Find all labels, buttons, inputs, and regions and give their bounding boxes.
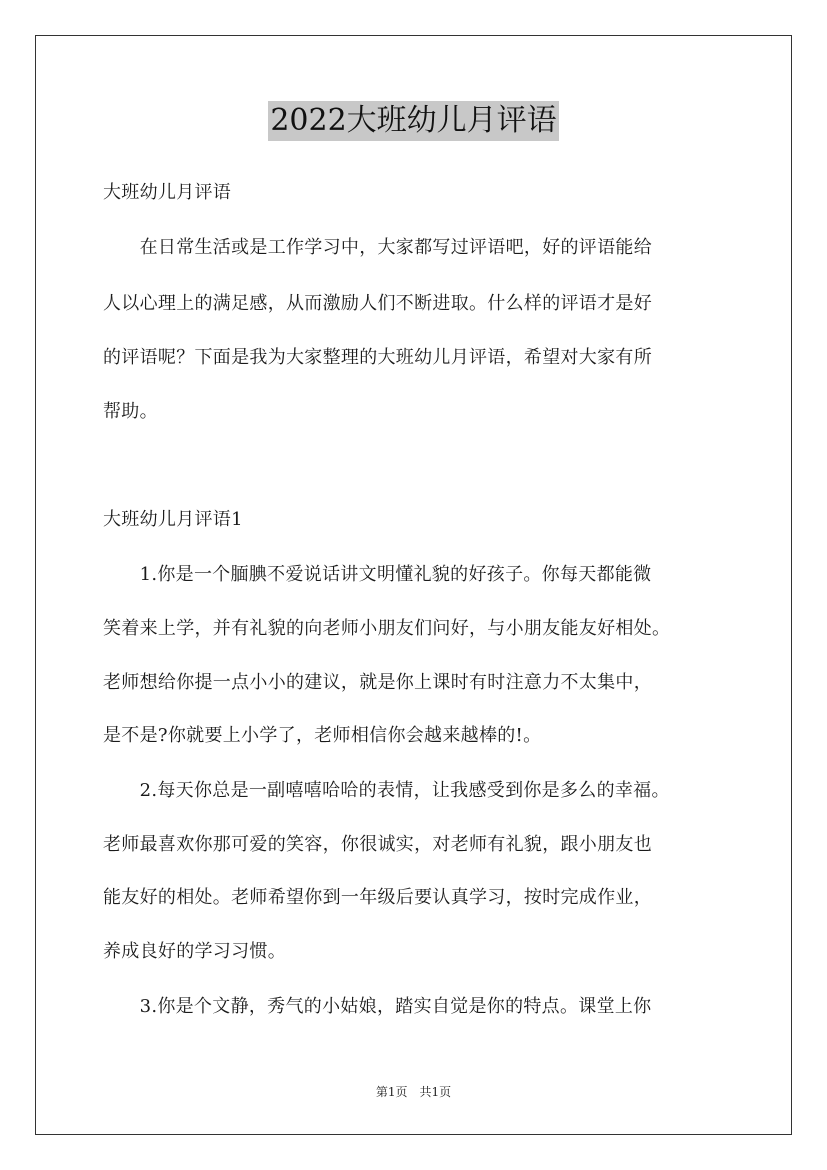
intro-line: 人以心理上的满足感，从而激励人们不断进取。什么样的评语才是好 bbox=[103, 293, 652, 314]
comment-line: 2.每天你总是一副嘻嘻哈哈的表情，让我感受到你是多么的幸福。 bbox=[103, 780, 670, 801]
comment-line: 1.你是一个腼腆不爱说话讲文明懂礼貌的好孩子。你每天都能微 bbox=[103, 564, 652, 585]
comment-line: 是不是?你就要上小学了，老师相信你会越来越棒的!。 bbox=[103, 725, 542, 746]
comment-line: 3.你是个文静，秀气的小姑娘，踏实自觉是你的特点。课堂上你 bbox=[103, 996, 652, 1017]
intro-line: 的评语呢？下面是我为大家整理的大班幼儿月评语，希望对大家有所 bbox=[103, 347, 652, 368]
title-container bbox=[0, 101, 827, 141]
comment-line: 能友好的相处。老师希望你到一年级后要认真学习，按时完成作业， bbox=[103, 887, 652, 908]
document-subtitle: 大班幼儿月评语 bbox=[103, 182, 232, 203]
document-title: 2022大班幼儿月评语 bbox=[268, 101, 558, 141]
section-heading: 大班幼儿月评语1 bbox=[103, 509, 243, 530]
comment-line: 养成良好的学习习惯。 bbox=[103, 941, 286, 962]
intro-line: 在日常生活或是工作学习中，大家都写过评语吧，好的评语能给 bbox=[103, 237, 652, 258]
intro-line: 帮助。 bbox=[103, 401, 158, 422]
page-footer: 第1页 共1页 bbox=[375, 1085, 452, 1099]
comment-line: 笑着来上学，并有礼貌的向老师小朋友们问好，与小朋友能友好相处。 bbox=[103, 618, 671, 639]
comment-line: 老师想给你提一点小小的建议，就是你上课时有时注意力不太集中， bbox=[103, 672, 652, 693]
comment-line: 老师最喜欢你那可爱的笑容，你很诚实，对老师有礼貌，跟小朋友也 bbox=[103, 834, 652, 855]
